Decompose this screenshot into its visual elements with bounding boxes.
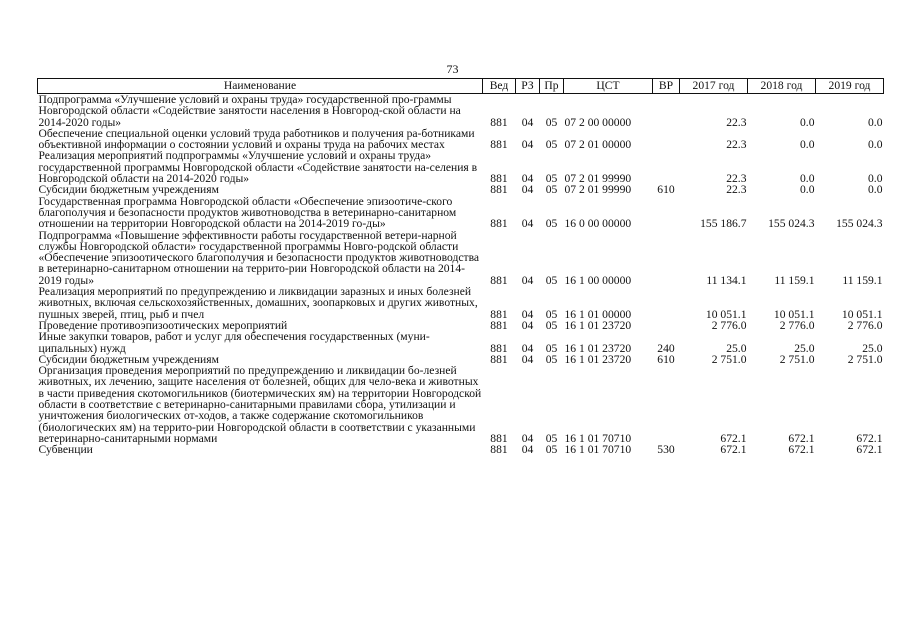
cell-2019: 155 024.3 (836, 217, 883, 231)
cell-rz: 04 (521, 352, 534, 366)
header-ved: Вед (483, 79, 516, 94)
cell-2019: 672.1 (856, 443, 883, 457)
cell-2018: 11 159.1 (774, 273, 815, 287)
cell-rz: 04 (521, 115, 534, 129)
cell-2019: 2 776.0 (847, 318, 883, 332)
cell-ved: 881 (490, 352, 508, 366)
cell-pr: 05 (545, 307, 558, 321)
cell-pr: 05 (545, 115, 558, 129)
cell-cst: 16 1 01 23720 (564, 352, 632, 366)
table-row (38, 184, 884, 195)
cell-2017: 25.0 (726, 341, 747, 355)
cell-2018: 0.0 (800, 115, 815, 129)
cell-pr: 05 (545, 352, 558, 366)
cell-pr: 05 (545, 138, 558, 152)
header-2019: 2019 год (816, 79, 884, 94)
cell-name: Организация проведения мероприятий по предупреждению и ликвидации бо-лезней животных, их лечению, защите населения от болезней, общих для чело-века и животных в части приведения скотомогильников (биотермических ям) на территории Новгородской области в соответствие с ветеринарно-санитарными правилами сбора, утилизации и уничтожения биологических от-ходов, а также содержание скотомогильников (биологических ям) на террито-рии Новгородской области в соответствии с указанными ветеринарно-санитарными нормами (38, 364, 482, 445)
cell-2019: 0.0 (868, 172, 883, 186)
cell-2019: 0.0 (868, 115, 883, 129)
table-row (38, 331, 884, 354)
cell-name: Субсидии бюджетным учреждениям (38, 183, 219, 197)
cell-pr: 05 (545, 431, 558, 445)
cell-cst: 16 1 01 23720 (564, 341, 632, 355)
cell-ved: 881 (490, 431, 508, 445)
cell-vr (653, 150, 680, 184)
cell-cst: 07 2 00 00000 (564, 115, 632, 129)
cell-2019: 672.1 (856, 431, 883, 445)
cell-cst: 16 1 01 70710 (564, 431, 632, 445)
cell-rz: 04 (521, 443, 534, 457)
cell-2017: 22.3 (726, 138, 747, 152)
cell-2018: 155 024.3 (768, 217, 815, 231)
cell-rz: 04 (521, 341, 534, 355)
table-row (38, 94, 884, 128)
header-vr: ВР (653, 79, 680, 94)
cell-2018: 672.1 (788, 443, 815, 457)
cell-cst: 07 2 01 99990 (564, 172, 632, 186)
cell-rz: 04 (521, 307, 534, 321)
header-2017: 2017 год (680, 79, 748, 94)
cell-ved: 881 (490, 307, 508, 321)
cell-name: Государственная программа Новгородской области «Обеспечение эпизоотиче-ского благополучия и безопасности продуктов животноводства в ветеринарно-санитарном отношении на территории Новгородской области на 2014-2019 го-ды» (38, 194, 457, 231)
table-row (38, 128, 884, 151)
cell-name: Подпрограмма «Улучшение условий и охраны труда» государственной про-граммы Новгородской области «Содействие занятости населения в Новгород-ской области на 2014-2020 годы» (38, 93, 461, 129)
cell-2018: 0.0 (800, 138, 815, 152)
header-name: Наименование (38, 79, 483, 94)
cell-rz: 04 (521, 172, 534, 186)
cell-2018: 2 751.0 (779, 352, 815, 366)
header-pr: Пр (540, 79, 564, 94)
cell-vr (653, 320, 680, 331)
cell-2017: 22.3 (726, 183, 747, 197)
cell-ved: 881 (490, 217, 508, 231)
cell-ved: 881 (490, 183, 508, 197)
cell-cst: 16 0 00 00000 (564, 217, 632, 231)
cell-rz: 04 (521, 138, 534, 152)
table-row (38, 286, 884, 320)
budget-table (37, 78, 884, 456)
cell-2017: 22.3 (726, 115, 747, 129)
cell-vr (653, 230, 680, 286)
cell-ved: 881 (490, 172, 508, 186)
table-row (38, 230, 884, 286)
cell-ved: 881 (490, 138, 508, 152)
cell-cst: 16 1 01 23720 (564, 318, 632, 332)
cell-rz: 04 (521, 217, 534, 231)
page-number: 73 (446, 62, 459, 76)
cell-name: Реализация мероприятий по предупреждению и ликвидации заразных и иных болезней животных, включая сельскохозяйственных, домашних, зоопарковых и других животных, пушных зверей, птиц, рыб и пчел (38, 285, 478, 321)
cell-rz: 04 (521, 183, 534, 197)
cell-pr: 05 (545, 172, 558, 186)
cell-cst: 16 1 01 70710 (564, 443, 632, 457)
cell-2017: 2 751.0 (711, 352, 747, 366)
cell-ved: 881 (490, 273, 508, 287)
cell-2018: 25.0 (794, 341, 815, 355)
cell-vr: 240 (657, 341, 675, 355)
cell-pr: 05 (545, 273, 558, 287)
cell-2017: 155 186.7 (700, 217, 747, 231)
cell-2019: 0.0 (868, 138, 883, 152)
cell-2019: 10 051.1 (841, 307, 883, 321)
cell-cst: 07 2 01 99990 (564, 183, 632, 197)
cell-2017: 22.3 (726, 172, 747, 186)
cell-vr (653, 128, 680, 151)
cell-name: Иные закупки товаров, работ и услуг для обеспечения государственных (муни-ципальных) нужд (38, 330, 430, 355)
header-cst: ЦСТ (564, 79, 653, 94)
cell-pr: 05 (545, 443, 558, 457)
cell-cst: 07 2 01 00000 (564, 138, 632, 152)
cell-2017: 2 776.0 (711, 318, 747, 332)
cell-name: Подпрограмма «Повышение эффективности работы государственной ветери-нарной службы Новгородской области» государственной программы Новго-родской области «Обеспечение эпизоотического благополучия и безопасности продуктов животноводства в ветеринарно-санитарном отношении на террито-рии Новгородской области на 2014-2019 годы» (38, 228, 480, 287)
cell-2019: 25.0 (862, 341, 883, 355)
cell-2018: 10 051.1 (773, 307, 815, 321)
cell-ved: 881 (490, 443, 508, 457)
cell-rz: 04 (521, 431, 534, 445)
cell-2018: 2 776.0 (779, 318, 815, 332)
cell-2018: 672.1 (788, 431, 815, 445)
cell-2017: 672.1 (720, 443, 747, 457)
cell-vr: 610 (657, 352, 675, 366)
cell-vr (653, 196, 680, 230)
cell-2018: 0.0 (800, 172, 815, 186)
cell-vr (653, 286, 680, 320)
table-row (38, 444, 884, 455)
table-row (38, 196, 884, 230)
cell-vr: 610 (657, 183, 675, 197)
cell-vr: 530 (657, 443, 675, 457)
cell-ved: 881 (490, 341, 508, 355)
cell-name: Субвенции (38, 443, 93, 457)
cell-2019: 2 751.0 (847, 352, 883, 366)
cell-2017: 10 051.1 (705, 307, 747, 321)
cell-rz: 04 (521, 273, 534, 287)
header-2018: 2018 год (748, 79, 816, 94)
cell-pr: 05 (545, 341, 558, 355)
cell-2019: 0.0 (868, 183, 883, 197)
cell-2017: 672.1 (720, 431, 747, 445)
cell-ved: 881 (490, 115, 508, 129)
cell-name: Субсидии бюджетным учреждениям (38, 352, 219, 366)
cell-ved: 881 (490, 318, 508, 332)
cell-name: Реализация мероприятий подпрограммы «Улучшение условий и охраны труда» государственной программы Новгородской области «Содействие занятости на-селения в Новгородской области на 2014-2020 годы» (38, 149, 478, 186)
table-header (38, 79, 884, 94)
cell-cst: 16 1 01 00000 (564, 307, 632, 321)
cell-name: Проведение противоэпизоотических мероприятий (38, 318, 288, 332)
table-row (38, 150, 884, 184)
cell-vr (653, 365, 680, 444)
table-body (38, 94, 884, 456)
cell-2019: 11 159.1 (842, 273, 883, 287)
cell-pr: 05 (545, 217, 558, 231)
cell-pr: 05 (545, 318, 558, 332)
cell-vr (653, 94, 680, 128)
cell-cst: 16 1 00 00000 (564, 273, 632, 287)
header-rz: РЗ (516, 79, 540, 94)
cell-pr: 05 (545, 183, 558, 197)
cell-name: Обеспечение специальной оценки условий труда работников и получения ра-ботниками объективной информации о состоянии условий и охраны труда на рабочих местах (38, 126, 475, 152)
cell-2018: 0.0 (800, 183, 815, 197)
cell-rz: 04 (521, 318, 534, 332)
cell-2017: 11 134.1 (706, 273, 747, 287)
table-row (38, 365, 884, 444)
header-row (38, 79, 884, 94)
